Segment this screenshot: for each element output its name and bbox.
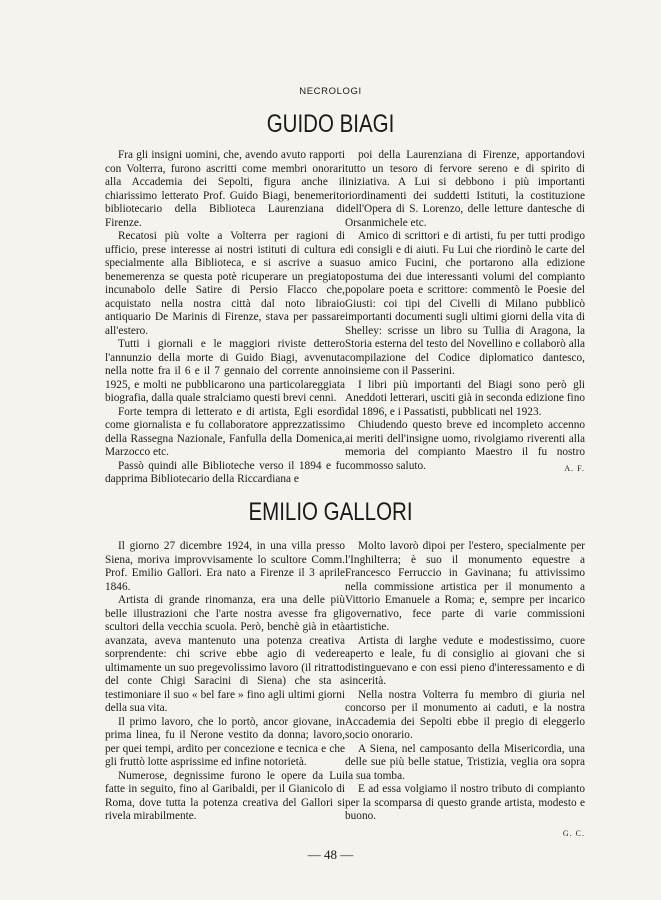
paragraph: Nella nostra Volterra fu membro di giuria nel concorso per il monumento ai caduti, e la nostra Accademia dei Sepolti ebbe il pregio di eleggerlo socio onorario. <box>345 688 585 741</box>
gallori-column-left <box>105 540 345 824</box>
paragraph: poi della Laurenziana di Firenze, apportandovi tutto un tesoro di fervore sereno e di spirito di iniziativa. A Lui si debbono i più importanti riordinamenti dei suddetti Istituti, la costituzione dell'Opera di S. Lorenzo, delle letture dantesche di Orsanmichele etc. <box>345 149 585 229</box>
author-signature: A. F. <box>564 463 585 473</box>
page-number: — 48 — <box>307 847 354 862</box>
paragraph: Tutti i giornali e le maggiori riviste dettero l'annunzio della morte di Guido Biagi, avvenuta nella notte fra il 6 e il 7 gennaio del corrente anno 1925, e molti ne pubblicarono una particolareggiata biografia, dalla quale stralciamo questi brevi cenni. <box>105 338 345 404</box>
biagi-column-right <box>345 149 585 475</box>
gallori-column-right <box>345 540 585 840</box>
paragraph: Passò quindi alle Biblioteche verso il 1894 e fu dapprima Bibliotecario della Riccardiana e <box>105 459 345 485</box>
section-title-gallori: EMILIO GALLORI <box>248 498 413 526</box>
paragraph: Artista di larghe vedute e modestissimo, cuore aperto e leale, fu di consiglio ai giovani che si distinguevano e con essi pieno d'interessamento e di sincerità. <box>345 634 585 687</box>
paragraph: Numerose, degnissime furono le opere da Lui fatte in seguito, fino al Garibaldi, per il Gianicolo di Roma, dove tutta la potenza creativa del Gallori si rivela mirabilmente. <box>105 769 345 822</box>
paragraph: Artista di grande rinomanza, era una delle più belle illustrazioni che l'arte nostra avesse fra gli scultori della vecchia scuola. Però, benchè già in età avanzata, aveva mantenuto una potenza creativa sorprendente: chi scrive ebbe agio di vedere ultimamente un suo pregevolissimo lavoro (il ritratto del conte Chigi Saracini di Siena) che sta a testimoniare il suo « bel fare » fino agli ultimi giorni della sua vita. <box>105 594 345 714</box>
author-signature: G. C. <box>562 828 585 838</box>
paragraph: Molto lavorò dipoi per l'estero, specialmente per l'Inghilterra; è suo il monumento equestre a Francesco Ferruccio in Gavinana; fu attivissimo nella commissione artistica per il monumento a Vittorio Emanuele a Roma; e, sempre per incarico governativo, fece parte di varie commissioni artistiche. <box>345 540 585 633</box>
paragraph <box>345 419 585 473</box>
paragraph: I libri più importanti del Biagi sono però gli Aneddoti letterari, usciti già in seconda edizione fino dal 1896, e i Passatisti, pubblicati nel 1923. <box>345 378 585 418</box>
running-head: NECROLOGI <box>299 86 362 97</box>
biagi-column-left <box>105 149 345 487</box>
paragraph: Amico di scrittori e di artisti, fu per tutti prodigo di consigli e di aiuti. Fu Lui che riordinò le carte del suo amico Fucini, che portarono alla edizione postuma dei due interessanti volumi del compianto popolare poeta e scrittore: commentò le Poesie del Giusti: coi tipi del Civelli di Milano pubblicò importanti documenti sugli ultimi giorni della vita di Shelley: scrisse un libro su Tullia di Aragona, la Storia esterna del testo del Novellino e collaborò alla compilazione del Codice diplomatico dantesco, insieme con il Passerini. <box>345 230 585 377</box>
paragraph: Il primo lavoro, che lo portò, ancor giovane, in prima linea, fu il Nerone vestito da donna; lavoro, per quei tempi, ardito per concezione e tecnica e che gli fruttò lotte asprissime ed infine notorietà. <box>105 715 345 768</box>
paragraph: Recatosi più volte a Volterra per ragioni di ufficio, prese interesse ai nostri istituti di cultura e specialmente alla Biblioteca, e si ascrive a sua benemerenza se questa potè ricuperare un pregiato incunabolo delle Satire di Persio Flacco che, acquistato nella nostra città dal noto libraio antiquario De Marinis di Firenze, stava per passare all'estero. <box>105 230 345 337</box>
paragraph-text: Chiudendo questo breve ed incompleto accenno ai meriti dell'insigne uomo, rivolgiamo riverenti alla memoria del compianto Maestro il fu nostro commosso saluto. <box>345 419 585 472</box>
paragraph: Fra gli insigni uomini, che, avendo avuto rapporti con Volterra, furono ascritti come membri onorari alla Accademia dei Sepolti, figura anche il chiarissimo letterato Prof. Guido Biagi, benemerito bibliotecario della Biblioteca Laurenziana di Firenze. <box>105 149 345 229</box>
paragraph: E ad essa volgiamo il nostro tributo di compianto per la scomparsa di questo grande artista, modesto e buono. <box>345 783 585 822</box>
paragraph: Forte tempra di letterato e di artista, Egli esordì come giornalista e fu collaboratore apprezzatissimo della Rassegna Nazionale, Fanfulla della Domenica, Marzocco etc. <box>105 405 345 458</box>
section-title-biagi: GUIDO BIAGI <box>266 110 395 138</box>
paragraph: Il giorno 27 dicembre 1924, in una villa presso Siena, moriva improvvisamente lo scultore Comm. Prof. Emilio Gallori. Era nato a Firenze il 3 aprile 1846. <box>105 540 345 593</box>
paragraph: A Siena, nel camposanto della Misericordia, una delle sue più belle statue, Tristizia, veglia ora sopra la sua tomba. <box>345 742 585 782</box>
